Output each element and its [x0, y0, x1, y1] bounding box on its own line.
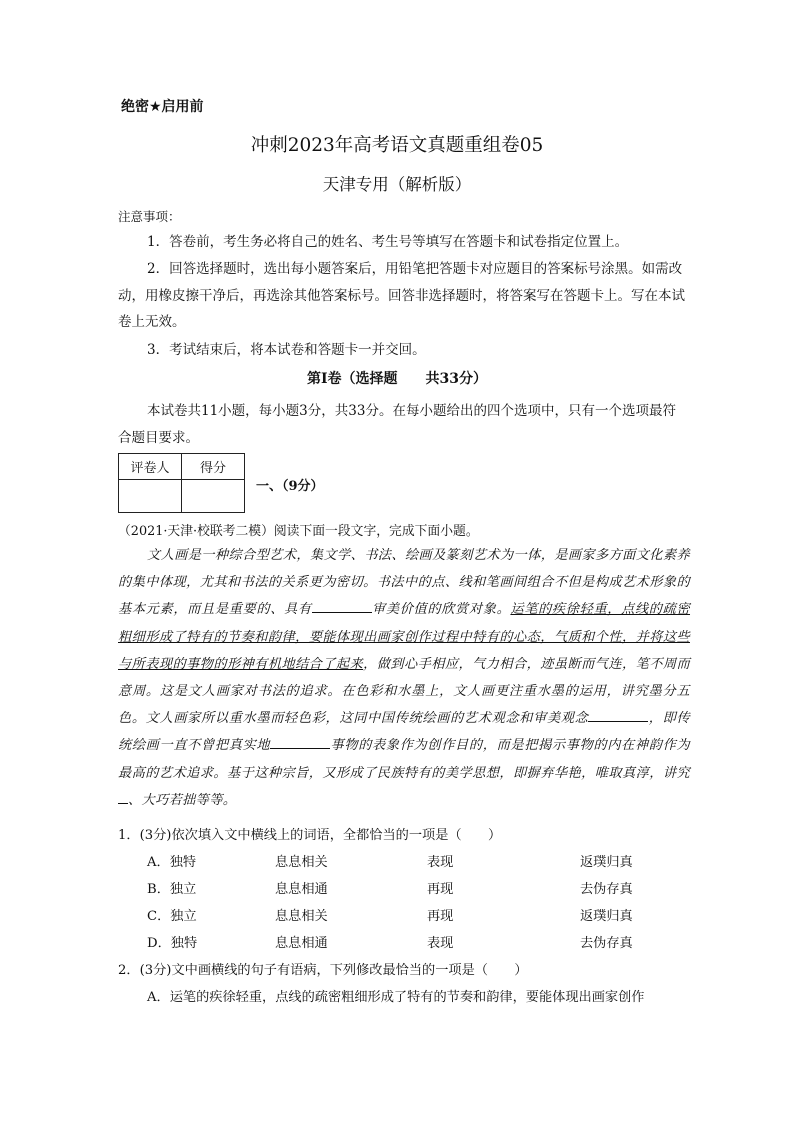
- section-intro: 本试卷共11小题，每小题3分，共33分。在每小题给出的四个选项中，只有一个选项最符合题目要求。: [118, 403, 676, 446]
- grading-table: [118, 453, 245, 513]
- notice-heading: 注意事项：: [118, 209, 181, 224]
- question-2-stem: 2．(3分)文中画横线的句子有语病，下列修改最恰当的一项是（ ）: [118, 963, 528, 978]
- q1-option-d-3: 表现: [427, 936, 454, 951]
- q1-option-a-1[interactable]: A．独特: [147, 855, 197, 870]
- q1-option-a-2: 息息相关: [275, 855, 328, 870]
- q1-option-d-1[interactable]: D．独特: [147, 936, 198, 951]
- grader-cell: [119, 480, 182, 513]
- page-subtitle: 天津专用（解析版）: [322, 175, 472, 194]
- q1-option-d-4: 去伪存真: [580, 936, 633, 951]
- passage-text: ，做到心手相应，气力相合，迹虽断而气连，笔不周而意周。这是文人画家对书法的追求。在色彩和水墨上，文人画更注重水墨的运用，讲究墨分五色。文人画家所以重水墨而轻色彩，这同中国传统绘画的艺术观念和审美观念: [118, 656, 690, 727]
- passage-text: 文人画是一种综合型艺术，集文学、书法、绘画及篆刻艺术为一体，是画家多方面文化素养的集中体现，尤其和书法的关系更为密切。书法中的点、线和笔画间组合不但是构成艺术形象的基本元素，而且是重要的、具有: [118, 548, 690, 618]
- q2-option-a[interactable]: A．运笔的疾徐轻重，点线的疏密粗细形成了特有的节奏和韵律，要能体现出画家创作: [147, 990, 645, 1005]
- q1-option-c-1[interactable]: C．独立: [147, 909, 197, 924]
- grader-header: 评卷人: [119, 454, 182, 480]
- q1-option-b-4: 去伪存真: [580, 882, 633, 897]
- q1-option-b-2: 息息相通: [275, 882, 328, 897]
- passage-text: 事物的表象作为创作目的，而是把揭示事物的内在神韵作为最高的艺术追求。基于这种宗旨，又形成了民族特有的美学思想，即摒弃华艳，唯取真淳，讲究: [118, 738, 690, 781]
- question-1-stem: 1．(3分)依次填入文中横线上的词语，全都恰当的一项是（ ）: [118, 828, 502, 843]
- score-header: 得分: [182, 454, 245, 480]
- secret-label: 绝密★启用前: [121, 99, 204, 115]
- q1-option-c-4: 返璞归真: [580, 909, 633, 924]
- underlined-sentence: 运笔的疾徐轻重，点线的疏密粗细形成了特有的节奏和韵律，要能体现出画家创作过程中特有的心态，气质和个性，并将这些与所表现的事物的形神有机地结合了起来: [118, 602, 691, 672]
- q1-option-a-3: 表现: [427, 855, 454, 870]
- notice-item-2: 2．回答选择题时，选出每小题答案后，用铅笔把答题卡对应题目的答案标号涂黑。如需改动，用橡皮擦干净后，再选涂其他答案标号。回答非选择题时，将答案写在答题卡上。写在本试卷上无效。: [118, 261, 685, 330]
- blank-4: [118, 791, 128, 804]
- q1-option-b-3: 再现: [427, 882, 454, 897]
- q1-option-a-4: 返璞归真: [580, 855, 633, 870]
- q1-option-c-2: 息息相关: [275, 909, 328, 924]
- score-cell: [182, 480, 245, 513]
- notice-item-1: 1．答卷前，考生务必将自己的姓名、考生号等填写在答题卡和试卷指定位置上。: [147, 234, 629, 250]
- q1-option-c-3: 再现: [427, 909, 454, 924]
- blank-2: [588, 709, 648, 722]
- reading-passage: [118, 542, 690, 814]
- blank-1: [312, 600, 372, 613]
- section-title: 第Ⅰ卷（选择题 共33分）: [306, 371, 488, 387]
- passage-source: （2021·天津·校联考二模）阅读下面一段文字，完成下面小题。: [118, 524, 479, 539]
- page-title: 冲刺2023年高考语文真题重组卷05: [250, 135, 544, 156]
- q1-option-d-2: 息息相通: [275, 936, 328, 951]
- notice-item-3: 3．考试结束后，将本试卷和答题卡一并交回。: [147, 342, 426, 358]
- q1-option-b-1[interactable]: B．独立: [147, 882, 197, 897]
- passage-text: 、大巧若拙等等。: [128, 792, 237, 808]
- blank-3: [270, 736, 330, 749]
- passage-text: ，即传统绘画一直不曾把真实地: [118, 711, 690, 754]
- passage-text: 审美价值的欣赏对象。: [371, 602, 511, 618]
- part-label: 一、（9分）: [256, 479, 324, 494]
